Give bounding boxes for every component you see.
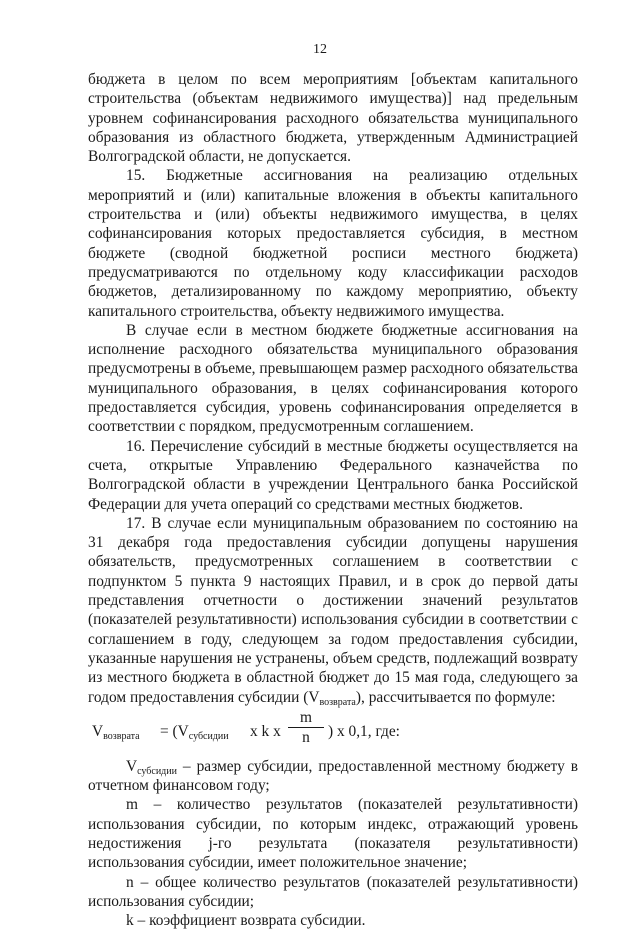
paragraph-17-tail: ), рассчитывается по формуле:	[355, 688, 556, 706]
paragraph-15-case: В случае если в местном бюджете бюджетные ассигнования на исполнение расходного обязательства муниципального образования предусмотрены в объеме, превышающем размер расходного обязательства муниципального образования, в целях софинансирования которого предоставляется субсидия, уровень софинансирования определяется в соответствии с порядком, предусмотренным соглашением.	[88, 321, 578, 436]
formula-lhs: $V_{возврата}$	[92, 722, 140, 742]
formula-denominator: n	[302, 728, 310, 746]
formula-eq: = ($V_{субсидии}$	[160, 722, 229, 742]
page-number: 12	[313, 42, 327, 57]
paragraph-17-text: 17. В случае если муниципальным образованием по состоянию на 31 декабря года предоставления субсидии допущены нарушения обязательств, предусмотренных соглашением в соответствии с подпунктом 5 пункта 9 настоящих Правил, и в срок до первой даты представления отчетности о достижении значений результатов (показателей результативности) использования субсидии в соответствии с соглашением в году, следующем за годом предоставления субсидии, указанные нарушения не устранены, объем средств, подлежащий возврату из местного бюджета в областной бюджет до 15 мая года, следующего за годом предоставления субсидии (V	[88, 514, 578, 706]
paragraph-continuation: бюджета в целом по всем мероприятиям [объектам капитального строительства (объектам недвижимого имущества)] над предельным уровнем софинансирования расходного обязательства муниципального образования из областного бюджета, утвержденным Администрацией Волгоградской области, не допускается.	[88, 71, 578, 166]
paragraph-15: 15. Бюджетные ассигнования на реализацию отдельных мероприятий и (или) капитальные вложения в объекты капитального строительства и (или) объекты недвижимого имущества, в целях софинансирования которых предоставляется субсидия, в местном бюджете (сводной бюджетной росписи местного бюджета) предусматриваются по отдельному коду классификации расходов бюджетов, детализированному по каждому мероприятию, объекту капитального строительства, объекту недвижимого имущества.	[88, 167, 578, 320]
fraction-bar	[288, 727, 324, 728]
document-body	[88, 70, 578, 930]
formula-mult: х k х	[250, 722, 281, 740]
definition-k: k – коэффициент возврата субсидии.	[126, 912, 366, 930]
return-formula	[88, 707, 578, 757]
formula-fraction	[288, 709, 324, 746]
paragraph-17-subscript: возврата	[319, 696, 356, 708]
paragraph-16: 16. Перечисление субсидий в местные бюджеты осуществляется на счета, открытые Управлению Федерального казначейства по Волгоградской области в учреждении Центрального банка Российской Федерации для учета операций со средствами местных бюджетов.	[88, 437, 578, 513]
definition-m: m – количество результатов (показателей результативности) использования субсидии, по которым индекс, отражающий уровень недостижения j-го результата (показателя результативности) использования субсидии, имеет положительное значение;	[88, 796, 578, 872]
definition-v-subsidy: $V_{субсидии}$ – размер субсидии, предоставленной местному бюджету в отчетном финансовом году;	[88, 757, 578, 795]
definition-n: n – общее количество результатов (показателей результативности) использования субсидии;	[88, 873, 578, 910]
paragraph-17	[88, 514, 578, 707]
formula-numerator: m	[300, 708, 312, 726]
formula-tail: ) х 0,1, где:	[328, 722, 400, 740]
